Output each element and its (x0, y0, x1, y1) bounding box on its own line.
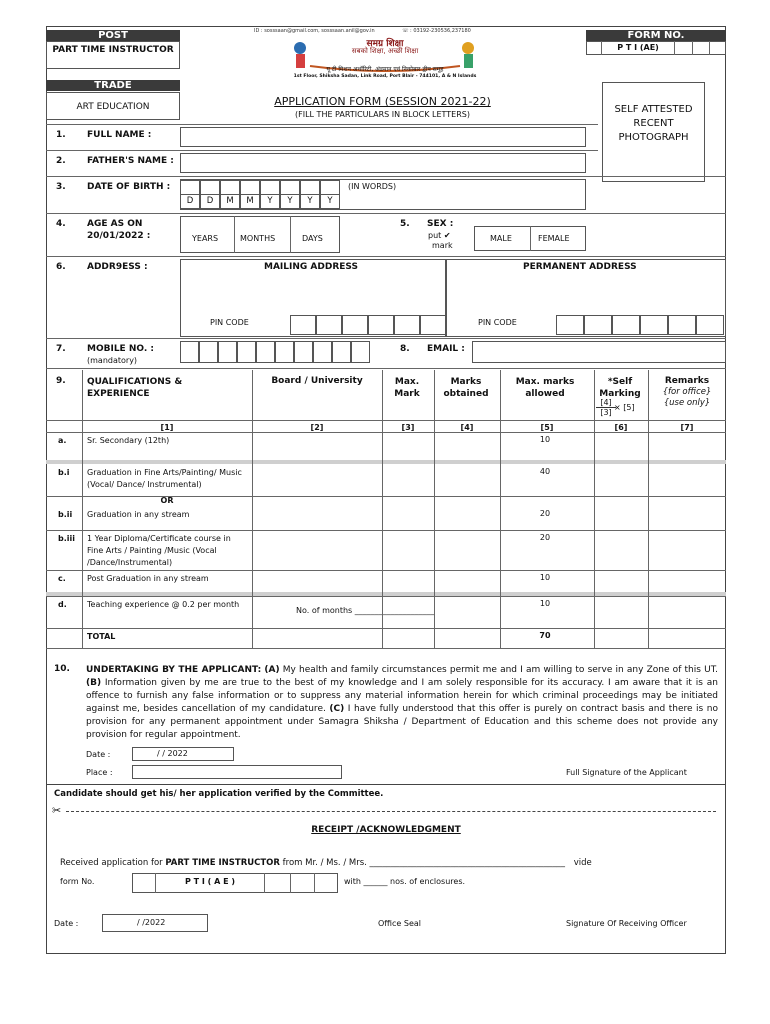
self-formula-mult: × [5] (614, 403, 635, 412)
qual-input-cell[interactable] (500, 432, 594, 460)
table-column-rule (594, 370, 595, 648)
dob-box[interactable]: D (180, 194, 200, 209)
qual-header-6: *Self Marking (599, 377, 641, 399)
qual-input-cell[interactable] (252, 432, 382, 460)
receipt-prefix: Received application for (60, 858, 163, 868)
col-index: [4] (460, 423, 474, 432)
pin-digit-box[interactable] (668, 315, 696, 335)
age-label-1: AGE AS ON (87, 219, 143, 229)
dob-box[interactable]: Y (300, 194, 320, 209)
row-code: d. (58, 600, 67, 609)
row-description: TOTAL (87, 632, 116, 641)
receipt-form-value: P T I ( A E ) (185, 877, 235, 886)
pin-digit-box[interactable] (584, 315, 612, 335)
receipt-title: RECEIPT /ACKNOWLEDGMENT (311, 825, 461, 835)
row-description: Teaching experience @ 0.2 per month (87, 600, 240, 609)
receiving-officer-signature: Signature Of Receiving Officer (566, 919, 687, 928)
mobile-digit-box[interactable] (237, 341, 256, 363)
row-max-allowed: 10 (539, 599, 551, 608)
qual-input-cell[interactable] (648, 506, 726, 530)
pin-code-label-2: PIN CODE (478, 318, 517, 327)
qual-input-cell[interactable] (382, 464, 434, 496)
row-code: b.ii (58, 510, 73, 519)
dob-box-top[interactable] (320, 180, 340, 194)
receipt-form-label: form No. (60, 877, 95, 886)
applicant-date-input[interactable]: / / 2022 (132, 747, 234, 761)
trade-value: ART EDUCATION (46, 92, 180, 120)
photo-box[interactable]: SELF ATTESTED RECENT PHOTOGRAPH (602, 82, 705, 182)
undertaking-a: My health and family circumstances permit me and I am willing to serve in any Zone of this UT. (282, 665, 718, 675)
full-name-label: FULL NAME : (87, 130, 152, 140)
undertaking-c: I have fully understood that this offer is purely on contract basis and there is no provision for any permanent appointment under Samagra Shiksha / Department of Education and this scheme does not provide any provision for regular appointment. (86, 704, 718, 740)
row-max-allowed: 20 (539, 509, 551, 518)
mobile-digit-box[interactable] (294, 341, 313, 363)
qual-input-cell[interactable] (252, 506, 382, 530)
qual-input-cell[interactable] (434, 464, 500, 496)
row-description: Graduation in Fine Arts/Painting/ Music (Vocal/ Dance/ Instrumental) (87, 468, 242, 489)
contact-line (254, 28, 524, 34)
scissors-icon: ✂ (52, 804, 62, 817)
qual-input-cell[interactable] (594, 506, 648, 530)
qual-input-cell[interactable] (500, 530, 594, 570)
father-name-label: FATHER'S NAME : (87, 156, 174, 166)
pin-digit-box[interactable] (342, 315, 368, 335)
table-rule (46, 648, 726, 649)
age-months: MONTHS (240, 234, 276, 243)
applicant-place-input[interactable] (132, 765, 342, 779)
applicant-place-label: Place : (86, 768, 113, 777)
age-days: DAYS (302, 234, 323, 243)
email-label: EMAIL : (427, 344, 465, 354)
office-seal: Office Seal (378, 919, 422, 928)
remarks-note-2: use only (669, 398, 705, 408)
sex-female[interactable]: FEMALE (538, 234, 570, 243)
age-years: YEARS (192, 234, 219, 243)
table-column-rule (434, 370, 435, 648)
qual-input-cell[interactable] (382, 628, 434, 648)
receipt-end: vide (573, 858, 592, 868)
form-no-header: FORM NO. (586, 30, 726, 41)
qual-input-cell[interactable] (434, 506, 500, 530)
post-header: POST (46, 30, 180, 41)
num-7: 7. (56, 344, 66, 354)
post-value: PART TIME INSTRUCTOR (46, 41, 180, 69)
dob-box-top[interactable] (280, 180, 300, 194)
pin-digit-box[interactable] (290, 315, 316, 335)
pin-digit-box[interactable] (368, 315, 394, 335)
row-max-allowed: 70 (539, 631, 551, 640)
sex-hint-2: mark (432, 241, 453, 250)
pin-digit-box[interactable] (420, 315, 446, 335)
cut-line (66, 811, 716, 812)
email-input[interactable] (472, 341, 726, 363)
table-column-rule (648, 370, 649, 648)
table-column-rule (252, 370, 253, 648)
num-8: 8. (400, 344, 410, 354)
pin-digit-box[interactable] (556, 315, 584, 335)
receipt-post: PART TIME INSTRUCTOR (165, 858, 280, 868)
qual-input-cell[interactable] (594, 464, 648, 496)
mobile-digit-box[interactable] (199, 341, 218, 363)
dob-box-top[interactable] (220, 180, 240, 194)
mobile-mandatory: (mandatory) (87, 356, 138, 365)
num-3: 3. (56, 182, 66, 192)
col-index: [7] (680, 423, 694, 432)
mailing-address-label: MAILING ADDRESS (264, 262, 358, 272)
qual-header-3: Max. Mark (394, 377, 420, 399)
qual-input-cell[interactable] (252, 464, 382, 496)
mobile-digit-box[interactable] (332, 341, 351, 363)
org-name: समग्र शिक्षा (366, 39, 404, 49)
receipt-enclosures: with ______ nos. of enclosures. (344, 877, 466, 886)
row-max-allowed: 10 (539, 435, 551, 444)
qual-input-cell[interactable] (382, 506, 434, 530)
col-index: [6] (614, 423, 628, 432)
dob-box-top[interactable] (260, 180, 280, 194)
mobile-digit-box[interactable] (313, 341, 332, 363)
pin-digit-box[interactable] (612, 315, 640, 335)
applicant-date-label: Date : (86, 750, 111, 759)
row-separator (46, 592, 726, 596)
table-column-rule (82, 370, 83, 648)
dob-box-top[interactable] (200, 180, 220, 194)
dob-in-words: (IN WORDS) (348, 182, 397, 191)
mobile-digit-box[interactable] (351, 341, 370, 363)
qual-header-7: Remarks (664, 376, 710, 386)
form-subtitle: (FILL THE PARTICULARS IN BLOCK LETTERS) (295, 110, 470, 119)
dob-box[interactable]: D (200, 194, 220, 209)
qual-input-cell[interactable] (500, 506, 594, 530)
undertaking-c-label: (C) (329, 704, 345, 714)
qual-input-cell[interactable] (648, 628, 726, 648)
qual-input-cell[interactable] (594, 628, 648, 648)
dob-label: DATE OF BIRTH : (87, 182, 171, 192)
contact-email: ID : sosssaan@gmail.com, sosssaan.anil@gov.in (254, 28, 375, 34)
row-max-allowed: 10 (539, 573, 551, 582)
pin-code-label-1: PIN CODE (210, 318, 249, 327)
pin-digit-box[interactable] (640, 315, 668, 335)
receipt-date-label: Date : (54, 919, 79, 928)
qual-input-cell[interactable] (500, 596, 594, 628)
org-address: 1st Floor, Shiksha Sadan, Link Road, Port Blair - 744101, A & N Islands (293, 74, 477, 79)
table-column-rule (500, 370, 501, 648)
self-formula-top: [4] (596, 398, 616, 408)
applicant-signature: Full Signature of the Applicant (566, 768, 687, 777)
table-rule (46, 420, 726, 421)
num-6: 6. (56, 262, 66, 272)
row-description: Sr. Secondary (12th) (87, 436, 170, 445)
qual-input-cell[interactable] (252, 530, 382, 570)
self-formula-bottom: [3] (600, 408, 612, 417)
remarks-note: {for office} {use only} (662, 387, 712, 408)
qual-input-cell[interactable] (594, 596, 648, 628)
num-10: 10. (54, 664, 70, 674)
sex-label: SEX : (427, 219, 454, 229)
father-name-input[interactable] (180, 153, 586, 173)
receipt-date-input[interactable]: / /2022 (102, 914, 208, 932)
dob-box[interactable]: Y (280, 194, 300, 209)
qual-input-cell[interactable] (500, 464, 594, 496)
mobile-digit-box[interactable] (275, 341, 294, 363)
pin-digit-box[interactable] (316, 315, 342, 335)
qual-input-cell[interactable] (382, 432, 434, 460)
receipt-line (60, 858, 592, 868)
mobile-digit-box[interactable] (256, 341, 275, 363)
col-index: [2] (310, 423, 324, 432)
row-code: b.iii (58, 534, 75, 543)
or-label: OR (160, 496, 174, 505)
undertaking-a-label: (A) (264, 665, 280, 675)
dob-box-top[interactable] (180, 180, 200, 194)
undertaking-text (86, 664, 718, 742)
qual-input-cell[interactable] (434, 596, 500, 628)
row-max-allowed: 40 (539, 467, 551, 476)
row-description: 1 Year Diploma/Certificate course in Fine Arts / Painting /Music (Vocal /Dance/Instrumental) (87, 534, 231, 567)
qual-input-cell[interactable] (382, 596, 434, 628)
qual-header-5: Max. marks allowed (515, 377, 575, 399)
qual-input-cell[interactable] (594, 530, 648, 570)
address-label: ADDR9ESS : (87, 262, 148, 272)
qual-header-2: Board / University (271, 376, 363, 386)
qual-input-cell[interactable] (648, 432, 726, 460)
col-index: [5] (540, 423, 554, 432)
contact-phone: ☏ : 03192-230536,237180 (402, 28, 471, 34)
qual-input-cell[interactable] (252, 596, 382, 628)
mobile-label: MOBILE NO. : (87, 344, 154, 354)
full-name-input[interactable] (180, 127, 586, 147)
months-field[interactable]: No. of months ____________________ (296, 606, 435, 615)
dob-box[interactable]: Y (320, 194, 340, 209)
qual-input-cell[interactable] (382, 530, 434, 570)
dob-box[interactable]: M (240, 194, 260, 209)
qual-header-1: QUALIFICATIONS & EXPERIENCE (87, 377, 183, 399)
verify-note: Candidate should get his/ her application verified by the Committee. (54, 789, 384, 799)
permanent-address-label: PERMANENT ADDRESS (523, 262, 637, 272)
row-code: c. (58, 574, 66, 583)
qual-input-cell[interactable] (500, 628, 594, 648)
num-9: 9. (56, 376, 66, 386)
self-formula-fraction (596, 398, 616, 417)
qual-input-cell[interactable] (648, 464, 726, 496)
qual-input-cell[interactable] (434, 432, 500, 460)
dob-box[interactable]: Y (260, 194, 280, 209)
mobile-digit-box[interactable] (218, 341, 237, 363)
col-index: [3] (401, 423, 415, 432)
age-label-2: 20/01/2022 : (87, 231, 151, 241)
org-subline: यू टी मिशन अथॉरिटी, अंडमान एवं निकोबार द्वीप समूह (326, 66, 444, 73)
qual-input-cell[interactable] (434, 530, 500, 570)
dob-box-top[interactable] (240, 180, 260, 194)
num-5: 5. (400, 219, 410, 229)
undertaking-heading: UNDERTAKING BY THE APPLICANT: (86, 665, 262, 675)
sex-hint-1: put ✔ (428, 231, 451, 240)
trade-header: TRADE (46, 80, 180, 91)
undertaking-b: Information given by me are true to the best of my knowledge and I am solely responsible for its accuracy. I am aware that it is an offence to furnish any false information or to suppress any material information herein for which criminal proceedings may be initiated against me, besides cancellation of my candidature. (86, 678, 718, 714)
col-index: [1] (160, 423, 174, 432)
undertaking-b-label: (B) (86, 678, 102, 688)
qual-input-cell[interactable] (594, 432, 648, 460)
row-code: a. (58, 436, 67, 445)
mobile-digit-box[interactable] (180, 341, 199, 363)
qual-input-cell[interactable] (648, 596, 726, 628)
pin-digit-box[interactable] (394, 315, 420, 335)
row-code: b.i (58, 468, 70, 477)
pin-digit-box[interactable] (696, 315, 724, 335)
num-1: 1. (56, 130, 66, 140)
qual-header-4: Marks obtained (443, 377, 489, 399)
sex-male[interactable]: MALE (490, 234, 512, 243)
row-description: Post Graduation in any stream (87, 574, 209, 583)
form-title: APPLICATION FORM (SESSION 2021-22) (274, 95, 491, 108)
qual-input-cell[interactable] (648, 530, 726, 570)
table-column-rule (382, 370, 383, 648)
row-max-allowed: 20 (539, 533, 551, 542)
form-no-value: P T I (AE) (617, 43, 659, 52)
remarks-note-1: for office (668, 387, 706, 397)
receipt-mid: from Mr. / Ms. / Mrs. ______________________________________________ (282, 858, 566, 868)
dob-box-top[interactable] (300, 180, 320, 194)
row-description: Graduation in any stream (87, 510, 190, 519)
dob-box[interactable]: M (220, 194, 240, 209)
num-4: 4. (56, 219, 66, 229)
org-tagline: सबको शिक्षा, अच्छी शिक्षा (351, 47, 419, 55)
qual-input-cell[interactable] (434, 628, 500, 648)
num-2: 2. (56, 156, 66, 166)
